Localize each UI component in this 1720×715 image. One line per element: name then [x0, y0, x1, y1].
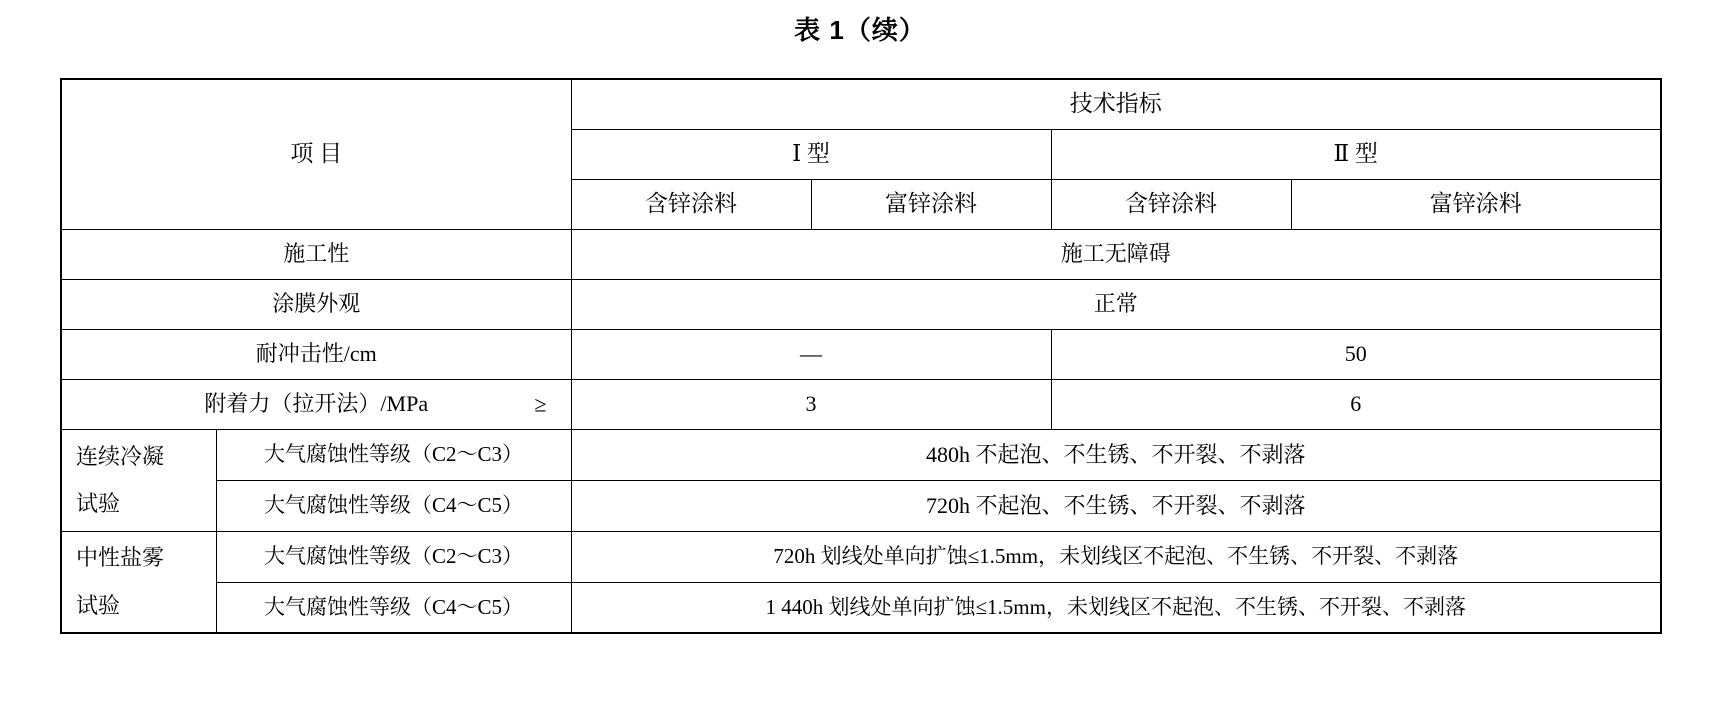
header-sub-2: 富锌涂料 [811, 179, 1051, 229]
table-row [61, 480, 1661, 531]
row-value-adhesion-type1: 3 [571, 379, 1051, 429]
header-type-1: Ⅰ 型 [571, 129, 1051, 179]
row-value-construction: 施工无障碍 [571, 229, 1661, 279]
subrow-value-c4c5-condensation: 720h 不起泡、不生锈、不开裂、不剥落 [571, 480, 1661, 531]
subrow-label-c2c3-condensation: 大气腐蚀性等级（C2～C3） [216, 429, 571, 480]
table-row [61, 379, 1661, 429]
subrow-value-c2c3-salt-spray: 720h 划线处单向扩蚀≤1.5mm，未划线区不起泡、不生锈、不开裂、不剥落 [571, 531, 1661, 582]
table-row [61, 531, 1661, 582]
subrow-value-c4c5-salt-spray: 1 440h 划线处单向扩蚀≤1.5mm，未划线区不起泡、不生锈、不开裂、不剥落 [571, 582, 1661, 633]
row-label-construction: 施工性 [61, 229, 571, 279]
header-type-2: Ⅱ 型 [1051, 129, 1661, 179]
group-label-condensation-line2: 试验 [76, 491, 121, 516]
group-label-condensation-line1: 连续冷凝 [76, 443, 165, 469]
row-label-adhesion [61, 379, 571, 429]
row-label-adhesion-text: 附着力（拉开法）/MPa [204, 391, 429, 417]
row-label-impact-resistance: 耐冲击性/cm [61, 329, 571, 379]
spec-table-wrapper [60, 78, 1660, 634]
header-sub-3: 含锌涂料 [1051, 179, 1291, 229]
row-value-film-appearance: 正常 [571, 279, 1661, 329]
group-label-salt-spray-line2: 试验 [76, 592, 121, 618]
subrow-value-c2c3-condensation: 480h 不起泡、不生锈、不开裂、不剥落 [571, 429, 1661, 480]
table-row [61, 429, 1661, 480]
table-title: 表 1（续） [794, 15, 926, 45]
row-value-impact-type2: 50 [1051, 329, 1661, 379]
table-row [61, 582, 1661, 633]
subrow-label-c2c3-salt-spray: 大气腐蚀性等级（C2～C3） [216, 531, 571, 582]
row-value-impact-type1: — [571, 329, 1051, 379]
subrow-label-c4c5-condensation: 大气腐蚀性等级（C4～C5） [216, 480, 571, 531]
table-row [61, 279, 1661, 329]
group-label-salt-spray-line1: 中性盐雾 [76, 545, 165, 571]
table-header-row-1 [61, 79, 1661, 129]
header-tech-index: 技术指标 [571, 79, 1661, 129]
spec-table [60, 78, 1662, 634]
table-row [61, 329, 1661, 379]
subrow-label-c4c5-salt-spray: 大气腐蚀性等级（C4～C5） [216, 582, 571, 633]
row-label-film-appearance: 涂膜外观 [61, 279, 571, 329]
greater-equal-symbol: ≥ [534, 391, 547, 417]
header-sub-1: 含锌涂料 [571, 179, 811, 229]
table-row [61, 229, 1661, 279]
row-value-adhesion-type2: 6 [1051, 379, 1661, 429]
group-label-salt-spray [61, 531, 216, 633]
header-sub-4: 富锌涂料 [1291, 179, 1661, 229]
group-label-condensation [61, 429, 216, 531]
header-project: 项 目 [61, 79, 571, 229]
